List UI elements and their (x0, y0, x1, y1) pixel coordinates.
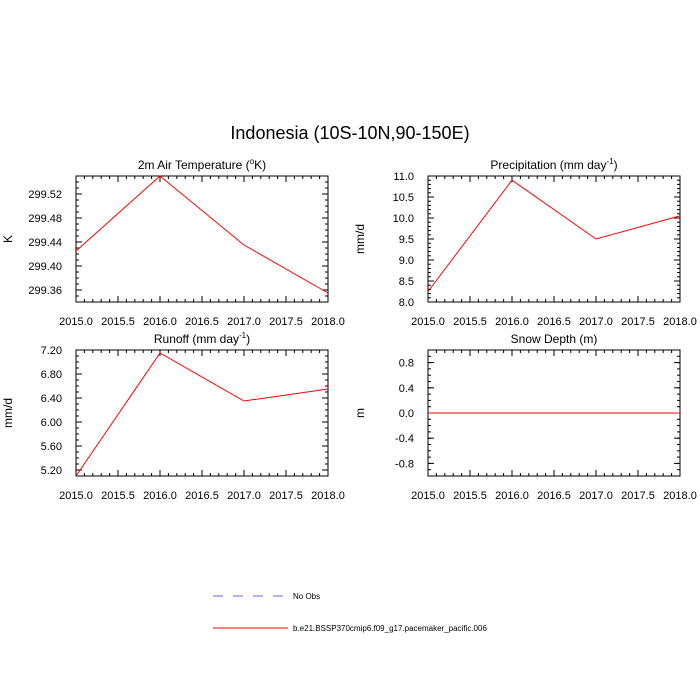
x-tick-label: 2015.0 (59, 490, 93, 502)
x-tick-label: 2015.0 (59, 316, 93, 328)
y-tick-label: 299.48 (28, 213, 62, 225)
x-tick-label: 2015.5 (101, 490, 135, 502)
panel-title (138, 157, 266, 172)
figure-title: Indonesia (10S-10N,90-150E) (230, 123, 470, 143)
y-tick-label: 299.40 (28, 261, 62, 273)
y-tick-label: 9.5 (398, 234, 414, 246)
x-tick-label: 2016.5 (185, 490, 219, 502)
x-tick-label: 2016.0 (495, 316, 529, 328)
x-tick-label: 2016.5 (537, 316, 571, 328)
panel-title-superscript: -1 (606, 157, 614, 166)
x-tick-label: 2017.5 (269, 490, 303, 502)
x-tick-label: 2017.5 (269, 316, 303, 328)
y-tick-label: 5.20 (40, 465, 62, 477)
y-tick-label: 6.40 (40, 393, 62, 405)
y-tick-label: 11.0 (393, 171, 414, 183)
x-tick-label: 2015.5 (101, 316, 135, 328)
y-tick-label: 8.5 (398, 276, 414, 288)
y-tick-label: 299.44 (28, 237, 62, 249)
x-tick-label: 2018.0 (663, 316, 697, 328)
panel-title (490, 157, 617, 172)
panel-title-superscript: o (249, 157, 255, 166)
x-tick-label: 2016.5 (537, 490, 571, 502)
y-tick-label: 10.0 (392, 213, 414, 225)
x-tick-label: 2018.0 (663, 490, 697, 502)
x-tick-label: 2016.0 (143, 490, 177, 502)
y-tick-label: 5.60 (40, 441, 62, 453)
y-tick-label: 299.36 (28, 285, 62, 297)
x-tick-label: 2018.0 (311, 316, 345, 328)
y-axis-label: K (1, 234, 15, 244)
x-tick-label: 2016.0 (495, 490, 529, 502)
x-tick-label: 2015.0 (411, 316, 445, 328)
panel-title-part: ) (613, 158, 618, 172)
x-tick-label: 2015.5 (453, 316, 487, 328)
y-tick-label: 7.20 (40, 345, 62, 357)
legend-label-obs: No Obs (293, 592, 321, 601)
x-tick-label: 2016.5 (185, 316, 219, 328)
x-tick-label: 2017.0 (579, 316, 613, 328)
x-tick-label: 2017.5 (621, 316, 655, 328)
x-tick-label: 2017.0 (227, 316, 261, 328)
panel-title-part: Snow Depth (m) (510, 332, 598, 346)
y-axis-label: mm/d (1, 398, 15, 428)
y-tick-label: 6.00 (40, 417, 62, 429)
x-tick-label: 2016.0 (143, 316, 177, 328)
x-tick-label: 2017.5 (621, 490, 655, 502)
legend-label-model: b.e21.BSSP370cmip6.f09_g17.pacemaker_pacific.006 (293, 624, 487, 633)
panel-title-part: Runoff (mm day (153, 332, 240, 346)
panel-title-part: ) (246, 332, 251, 346)
y-tick-label: 6.80 (40, 369, 62, 381)
panel-title (154, 331, 250, 346)
x-tick-label: 2018.0 (311, 490, 345, 502)
x-tick-label: 2015.0 (411, 490, 445, 502)
panel-title-superscript: -1 (239, 331, 247, 340)
y-tick-label: -0.8 (395, 458, 414, 471)
y-tick-label: 8.0 (398, 297, 414, 309)
y-tick-label: 0.0 (398, 408, 414, 420)
y-tick-label: -0.4 (395, 433, 414, 446)
y-axis-label: m (353, 408, 367, 418)
y-tick-label: 0.8 (398, 357, 414, 370)
x-tick-label: 2017.0 (579, 490, 613, 502)
y-tick-label: 299.52 (28, 189, 62, 201)
panel-title-part: K) (254, 158, 267, 172)
panel-title-part: Precipitation (mm day (490, 158, 607, 172)
x-tick-label: 2017.0 (227, 490, 261, 502)
y-tick-label: 10.5 (392, 192, 414, 204)
y-tick-label: 0.4 (398, 382, 414, 395)
x-tick-label: 2015.5 (453, 490, 487, 502)
y-axis-label: mm/d (353, 224, 367, 254)
panel-title-part: 2m Air Temperature ( (137, 158, 250, 172)
y-tick-label: 9.0 (398, 255, 414, 267)
panel-title (511, 332, 598, 346)
